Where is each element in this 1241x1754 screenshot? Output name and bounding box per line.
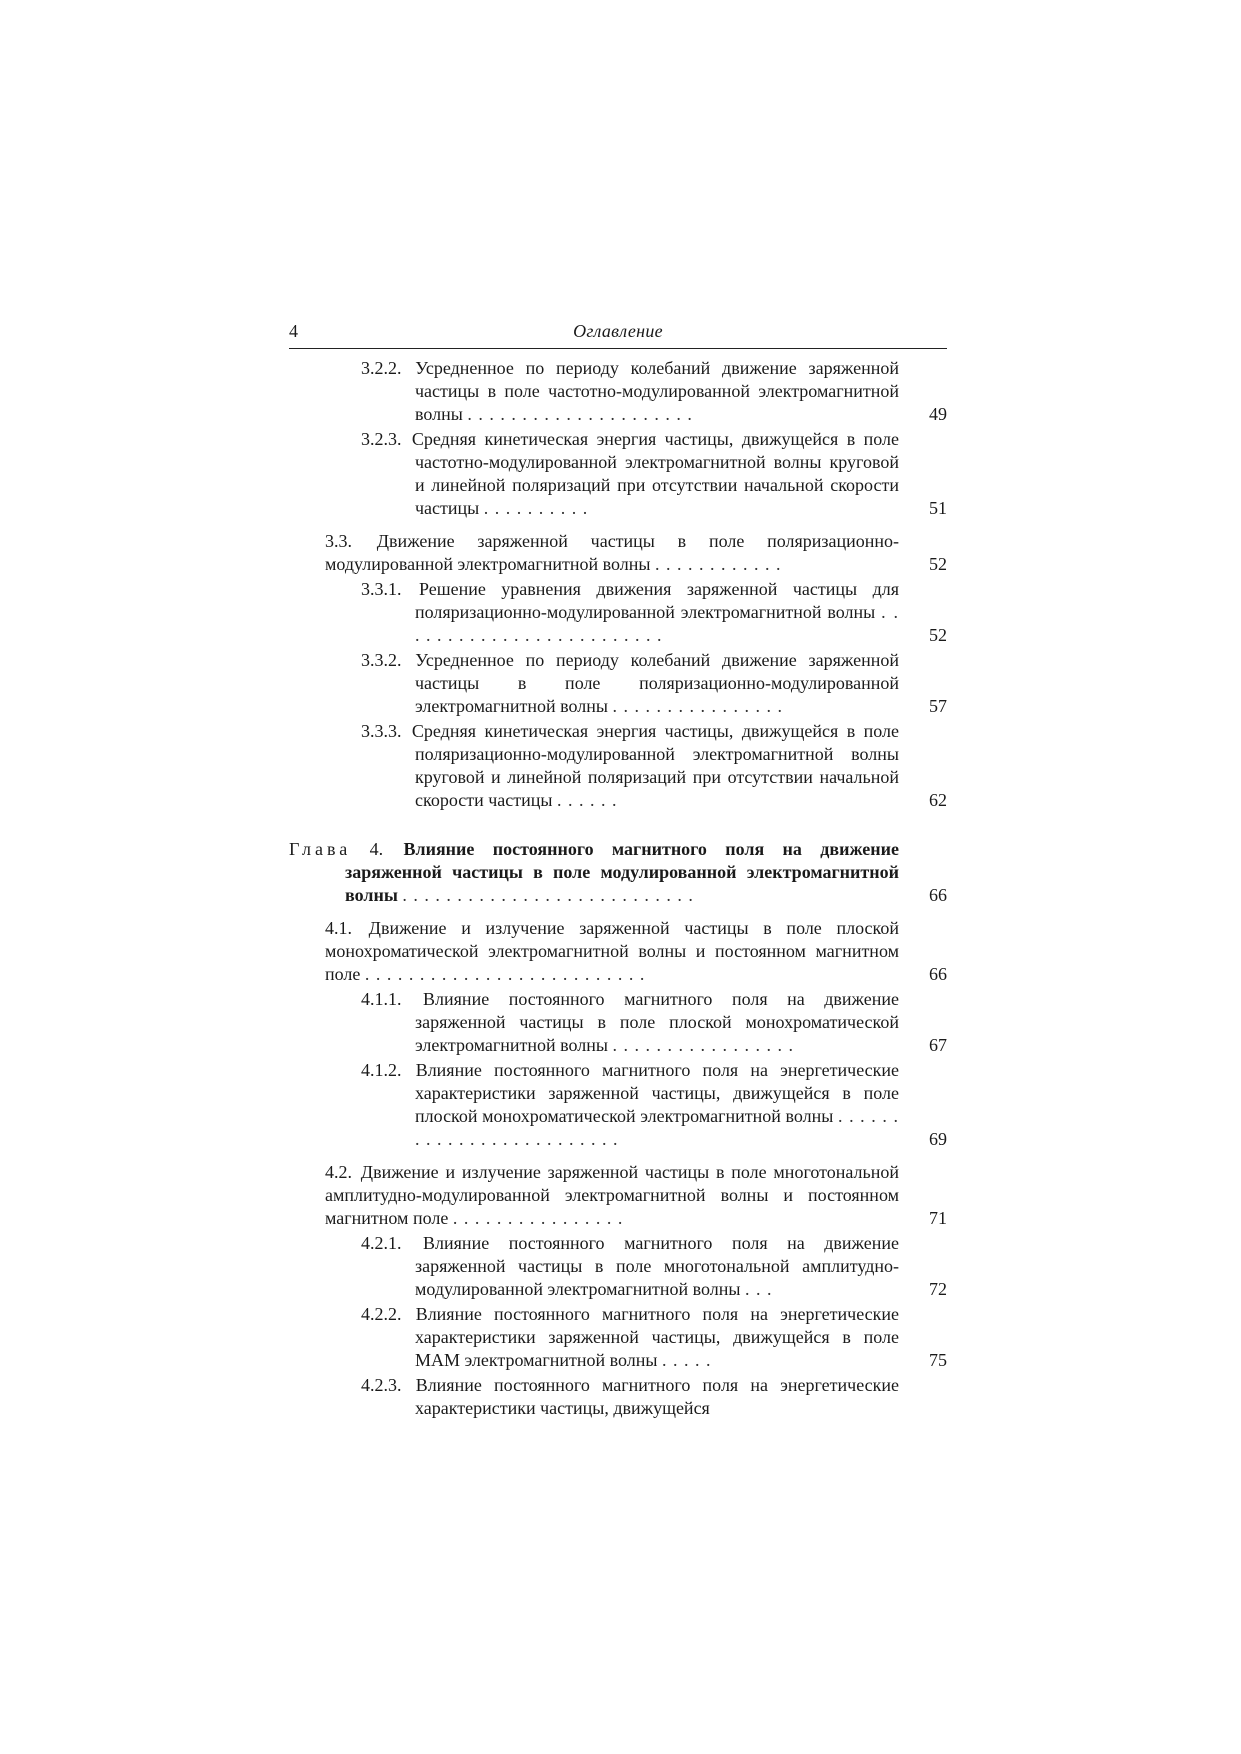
toc-entry-page: 69 (929, 1129, 947, 1149)
toc-entry-title: Влияние постоянного магнитного поля на энергетические характеристики частицы, движущейся (415, 1375, 900, 1418)
chapter-title: Влияние постоянного магнитного поля на движение заряженной частицы в поле модулированной электромагнитной волны (345, 839, 900, 905)
toc-entry-number: 4. (369, 839, 384, 859)
toc-entry-page: 52 (929, 554, 947, 574)
toc-entry-page: 72 (929, 1279, 947, 1299)
toc-entry-number: 3.3. (325, 531, 352, 551)
toc-entry-title: Движение заряженной частицы в поле поляризационно-модулированной электромагнитной волны (325, 531, 900, 574)
dot-leader: . . . . . . . . . . . . . . . . . . . . . (467, 404, 693, 424)
table-of-contents (289, 357, 947, 1420)
toc-entry-page: 51 (929, 498, 947, 518)
toc-entry-page: 66 (929, 964, 947, 984)
toc-entry-3-3-3[interactable] (361, 720, 947, 812)
toc-entry-page: 49 (929, 404, 947, 424)
dot-leader: . . . . . . . . . . . . . . . . (452, 1208, 624, 1228)
toc-entry-3-3[interactable] (325, 530, 947, 576)
dot-leader: . . . . . . . . . . . . (655, 554, 782, 574)
toc-entry-number: 4.1.1. (361, 989, 402, 1009)
dot-leader: . . . . . (662, 1350, 712, 1370)
page-number: 4 (289, 321, 298, 341)
toc-entry-page: 57 (929, 696, 947, 716)
toc-entry-title: Влияние постоянного магнитного поля на движение заряженной частицы в поле плоской монохроматической электромагнитной волны (415, 989, 900, 1055)
toc-entry-title: Решение уравнения движения заряженной частицы для поляризационно-модулированной электромагнитной волны (415, 579, 899, 622)
toc-entry-number: 4.2. (325, 1162, 352, 1182)
toc-entry-page: 75 (929, 1350, 947, 1370)
running-title: Оглавление (573, 321, 663, 341)
toc-entry-title: Усредненное по периоду колебаний движение заряженной частицы в поле поляризационно-модулированной электромагнитной волны (415, 650, 899, 716)
toc-entry-page: 67 (929, 1035, 947, 1055)
toc-entry-title: Влияние постоянного магнитного поля на энергетические характеристики заряженной частицы, движущейся в поле МАМ электромагнитной волны (415, 1304, 900, 1370)
dot-leader: . . . (745, 1279, 773, 1299)
toc-entry-title: Усредненное по периоду колебаний движение заряженной частицы в поле частотно-модулированной электромагнитной волны (415, 358, 899, 424)
toc-entry-number: 3.3.1. (361, 579, 402, 599)
page-header (289, 318, 947, 349)
toc-entry-3-2-2[interactable] (361, 357, 947, 426)
toc-entry-page: 71 (929, 1208, 947, 1228)
toc-entry-3-2-3[interactable] (361, 428, 947, 520)
toc-entry-number: 4.2.2. (361, 1304, 402, 1324)
toc-entry-page: 52 (929, 625, 947, 645)
toc-entry-4-2-1[interactable] (361, 1232, 947, 1301)
toc-chapter-4[interactable] (289, 838, 947, 907)
toc-entry-title: Средняя кинетическая энергия частицы, движущейся в поле частотно-модулированной электромагнитной волны круговой и линейной поляризаций при отсутствии начальной скорости частицы (411, 429, 899, 518)
dot-leader: . . . . . . . . . . . . . . . . . (612, 1035, 795, 1055)
toc-entry-4-2-2[interactable] (361, 1303, 947, 1372)
dot-leader: . . . . . . (557, 790, 618, 810)
toc-entry-page: 62 (929, 790, 947, 810)
dot-leader: . . . . . . . . . . . . . . . . . . . . . . . . . . (364, 964, 646, 984)
toc-entry-title: Влияние постоянного магнитного поля на энергетические характеристики заряженной частицы, движущейся в поле плоской монохроматической электромагнитной волны (415, 1060, 900, 1126)
toc-entry-4-2-3[interactable] (361, 1374, 947, 1420)
document-page (289, 318, 947, 1420)
toc-entry-number: 4.1.2. (361, 1060, 402, 1080)
dot-leader: . . . . . . . . . . . . . . . . (612, 696, 784, 716)
dot-leader: . . . . . . . . . . . . . . . . . . . . . . . . . (415, 1106, 900, 1149)
dot-leader: . . . . . . . . . . . . . . . . . . . . . . . . . (415, 602, 899, 645)
toc-entry-number: 4.2.1. (361, 1233, 402, 1253)
dot-leader: . . . . . . . . . . . . . . . . . . . . . . . . . . . (402, 885, 694, 905)
toc-entry-4-1-1[interactable] (361, 988, 947, 1057)
chapter-word: Глава (289, 839, 352, 859)
toc-entry-number: 3.2.3. (361, 429, 402, 449)
toc-entry-number: 3.3.2. (361, 650, 402, 670)
toc-entry-number: 4.1. (325, 918, 352, 938)
toc-entry-4-1[interactable] (325, 917, 947, 986)
toc-entry-title: Влияние постоянного магнитного поля на движение заряженной частицы в поле многотональной амплитудно-модулированной электромагнитной волны (415, 1233, 900, 1299)
toc-entry-4-2[interactable] (325, 1161, 947, 1230)
dot-leader: . . . . . . . . . . (483, 498, 589, 518)
toc-entry-title: Движение и излучение заряженной частицы в поле плоской монохроматической электромагнитной волны и постоянном магнитном поле (325, 918, 899, 984)
toc-entry-3-3-2[interactable] (361, 649, 947, 718)
toc-entry-number: 3.2.2. (361, 358, 402, 378)
toc-entry-title: Средняя кинетическая энергия частицы, движущейся в поле поляризационно-модулированной электромагнитной волны круговой и линейной поляризаций при отсутствии начальной скорости частицы (411, 721, 899, 810)
toc-entry-number: 4.2.3. (361, 1375, 402, 1395)
toc-entry-title: Движение и излучение заряженной частицы в поле многотональной амплитудно-модулированной электромагнитной волны и постоянном магнитном поле (325, 1162, 900, 1228)
toc-entry-4-1-2[interactable] (361, 1059, 947, 1151)
toc-entry-3-3-1[interactable] (361, 578, 947, 647)
toc-entry-number: 3.3.3. (361, 721, 402, 741)
toc-entry-page: 66 (929, 885, 947, 905)
